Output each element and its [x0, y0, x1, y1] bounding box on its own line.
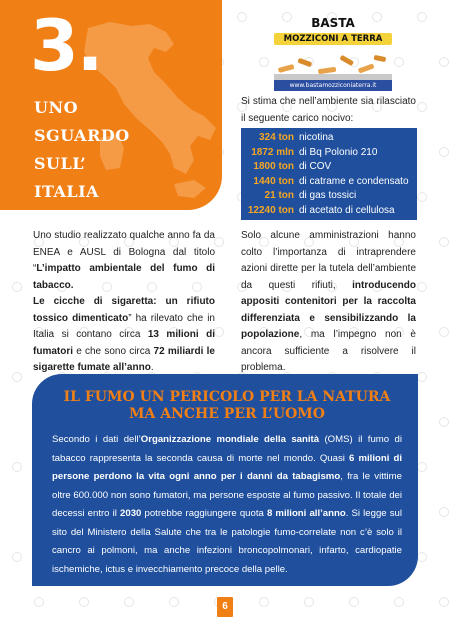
panel-text: (OMS) il fumo di tabacco rappresenta la seconda causa di morte nel mondo. Quasi — [52, 434, 402, 464]
pollutant-value: 1800 ton — [253, 161, 294, 172]
highlight-cigarettes: 72 miliardi le sigarette fumate all’anno — [33, 345, 215, 373]
watermark-mark — [439, 597, 449, 607]
section-title — [34, 94, 154, 206]
pollutant-label: di Bq Polonio 210 — [299, 146, 378, 158]
pollutant-row — [245, 175, 413, 190]
watermark-mark — [237, 12, 247, 22]
pollutant-value: 21 ton — [264, 190, 294, 201]
watermark-mark — [12, 372, 22, 382]
section-header-block — [0, 0, 222, 210]
panel-title — [52, 389, 402, 423]
health-info-panel — [32, 374, 418, 586]
paragraph-text: Solo alcune amministrazioni hanno colto l’importanza di intraprendere azioni dirette per la tutela dell’ambiente da questi rifiuti, — [241, 230, 416, 291]
study-title: L’impatto ambientale del fumo di tabacco. — [33, 263, 215, 291]
cigarette-butts-icon — [274, 46, 392, 80]
intro-paragraph: Si stima che nell’ambiente sia rilasciato il seguente carico nocivo: — [241, 96, 416, 124]
highlight-deaths: 6 milioni di persone perdono la vita ogni anno per i danni da tabagismo — [52, 452, 402, 482]
logo-url: www.bastamozziconiaterra.it — [274, 80, 392, 91]
watermark-mark — [79, 597, 89, 607]
watermark-mark — [417, 192, 427, 202]
watermark-mark — [214, 237, 224, 247]
watermark-mark — [259, 597, 269, 607]
watermark-mark — [439, 57, 449, 67]
panel-text: potrebbe raggiungere quota — [141, 508, 267, 519]
watermark-mark — [439, 327, 449, 337]
pollutant-row — [245, 204, 413, 219]
watermark-mark — [12, 552, 22, 562]
pollutant-value: 1872 mln — [251, 146, 294, 158]
section-number: 3. — [30, 5, 102, 87]
watermark-mark — [417, 372, 427, 382]
panel-text: . Si legge sul sito del Ministero della Salute che tra le patologie fumo-correlate non c’è solo il cancro ai polmoni, ma anche infezioni broncopolmonari, infarto, cardiopatie ischemiche, ictus e invecchiamento precoce della pelle. — [52, 508, 403, 575]
watermark-mark — [439, 147, 449, 157]
panel-body-text — [52, 431, 402, 579]
watermark-mark — [12, 462, 22, 472]
pollutant-label: di gas tossici — [299, 190, 357, 201]
panel-title-line: IL FUMO UN PERICOLO PER LA NATURA — [63, 389, 391, 405]
panel-text: , fra le vittime oltre 600.000 non sono fumatori, ma persone esposte al fumo passivo. Il totale dei decessi entro il — [52, 471, 402, 519]
watermark-mark — [417, 102, 427, 112]
left-column-text — [33, 228, 215, 377]
highlight-containers: introducendo appositi contenitori per la raccolta differenziata e sensibilizzando la popolazione — [241, 279, 416, 340]
watermark-mark — [12, 282, 22, 292]
pollutant-row — [245, 146, 413, 161]
watermark-mark — [349, 597, 359, 607]
paragraph-text: e che sono circa — [73, 345, 154, 357]
logo-subtitle: MOZZICONI A TERRA — [274, 33, 392, 45]
panel-title-line: MA ANCHE PER L’UOMO — [129, 406, 325, 422]
study-subtitle: Le cicche di sigaretta: un rifiuto tossico dimenticato — [33, 296, 215, 324]
section-title-line: SULL’ — [34, 154, 87, 173]
panel-text: Secondo i dati dell’ — [52, 434, 141, 445]
section-title-line: SGUARDO — [34, 126, 130, 145]
pollutant-row — [245, 160, 413, 175]
section-title-line: ITALIA — [34, 182, 100, 201]
right-column-text — [241, 228, 416, 377]
pollutant-row — [245, 189, 413, 204]
highlight-year: 2030 — [120, 508, 142, 519]
watermark-mark — [417, 462, 427, 472]
watermark-mark — [417, 282, 427, 292]
pollutant-label: di catrame e condensato — [299, 175, 409, 187]
watermark-mark — [439, 237, 449, 247]
pollutant-label: di COV — [299, 161, 332, 172]
watermark-mark — [124, 597, 134, 607]
pollutant-label: nicotina — [299, 132, 334, 143]
pollutant-list — [241, 128, 417, 220]
watermark-mark — [417, 552, 427, 562]
pollutant-value: 324 ton — [258, 132, 294, 143]
logo-title: BASTA — [311, 16, 355, 30]
paragraph-text: . — [150, 362, 154, 373]
pollutant-row — [245, 131, 413, 146]
page-number: 6 — [217, 597, 233, 617]
paragraph-text: ” ha rilevato che in Italia si contano circa — [33, 312, 215, 340]
watermark-mark — [304, 597, 314, 607]
section-title-line: UNO — [34, 98, 79, 117]
watermark-mark — [394, 597, 404, 607]
paragraph-text: Uno studio realizzato qualche anno fa da ENEA e AUSL di Bologna dal titolo “ — [33, 230, 215, 274]
campaign-logo — [268, 16, 398, 92]
paragraph-text: , ma l’impegno non è ancora sufficiente a risolvere il problema. — [241, 329, 416, 373]
watermark-mark — [214, 327, 224, 337]
highlight-projection: 8 milioni all’anno — [266, 508, 346, 519]
pollutant-label: di acetato di cellulosa — [299, 204, 395, 216]
pollutant-value: 1440 ton — [253, 175, 294, 187]
highlight-smokers: 13 milioni di fumatori — [33, 329, 215, 357]
watermark-mark — [439, 417, 449, 427]
pollutant-value: 12240 ton — [247, 204, 294, 216]
watermark-mark — [439, 507, 449, 517]
highlight-oms: Organizzazione mondiale della sanità — [140, 434, 320, 445]
watermark-mark — [34, 597, 44, 607]
watermark-mark — [417, 12, 427, 22]
watermark-mark — [169, 597, 179, 607]
